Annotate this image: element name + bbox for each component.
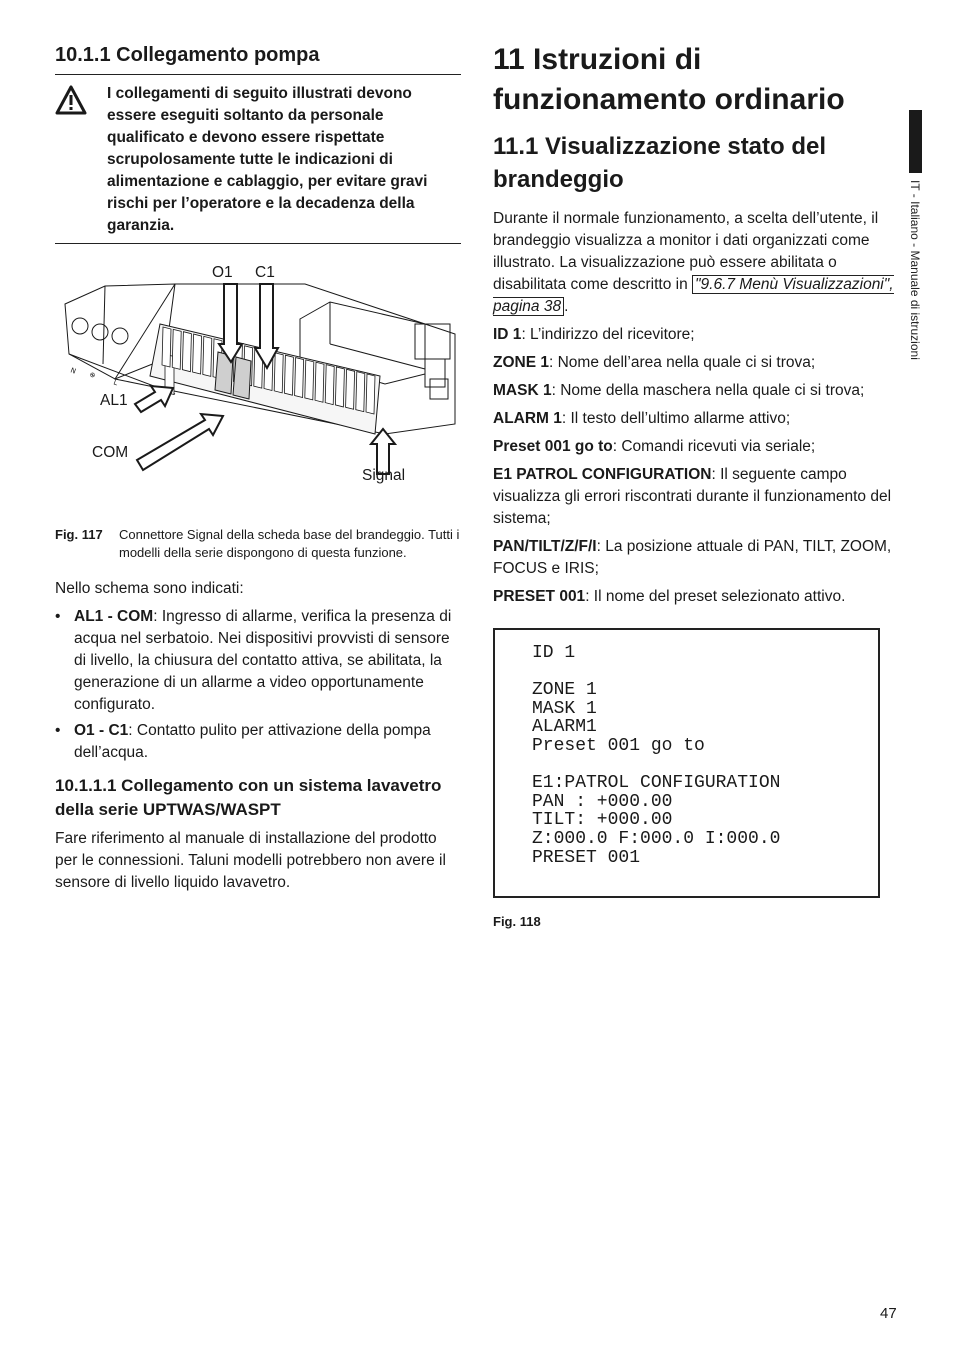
definition: : Il testo dell’ultimo allarme attivo; xyxy=(561,410,791,427)
chapter-title: 11 Istruzioni di funzionamento ordinario xyxy=(493,43,845,116)
connector-figure xyxy=(55,264,461,514)
definition-item xyxy=(493,352,898,374)
left-column xyxy=(55,42,461,894)
svg-text:⊕: ⊕ xyxy=(88,370,97,380)
terminal-pin xyxy=(366,374,375,414)
osd-line: ZONE 1 xyxy=(532,680,597,701)
sidebar-text: IT - Italiano - Manuale di istruzioni xyxy=(908,180,922,360)
terminal-pin xyxy=(335,367,344,407)
terminal-pin xyxy=(182,332,191,372)
term: PAN/TILT/Z/F/I xyxy=(493,538,597,555)
definition: : La posizione attuale di PAN, TILT, ZOOM, FOCUS e IRIS; xyxy=(493,538,892,577)
definition: : Comandi ricevuti via seriale; xyxy=(612,438,816,455)
definition: : Il nome del preset selezionato attivo. xyxy=(585,588,846,605)
bullet-list xyxy=(55,606,461,764)
section-title-status: 11.1 Visualizzazione stato del brandeggio xyxy=(493,133,827,193)
osd-line: TILT: +000.00 xyxy=(532,810,673,831)
osd-line: MASK 1 xyxy=(532,698,597,719)
terminal-pin xyxy=(325,365,334,405)
definition: : Nome dell’area nella quale ci si trova; xyxy=(548,354,816,371)
paragraph-intro xyxy=(493,208,898,318)
terminal-pin xyxy=(274,353,283,393)
term: ALARM 1 xyxy=(493,410,562,427)
label-signal: Signal xyxy=(362,467,406,484)
label-c1: C1 xyxy=(255,264,275,281)
definition-item xyxy=(493,464,898,530)
term: Preset 001 go to xyxy=(493,438,613,455)
list-item xyxy=(55,606,461,716)
cross-reference-link[interactable]: "9.6.7 Menù Visualizzazioni", pagina 38 xyxy=(493,276,894,315)
definition: : Contatto pulito per attivazione della pompa dell’acqua. xyxy=(74,722,431,761)
osd-line: E1:PATROL CONFIGURATION xyxy=(532,773,781,794)
term: ID 1 xyxy=(493,326,522,343)
figure-caption-text: Connettore Signal della scheda base del brandeggio. Tutti i modelli della serie dispongono di questa funzione. xyxy=(119,527,460,560)
label-o1: O1 xyxy=(212,264,233,281)
definition-item xyxy=(493,324,898,346)
definition-item xyxy=(493,586,898,608)
warning-triangle-icon xyxy=(55,83,107,237)
terminal-pin xyxy=(162,327,171,367)
label-com: COM xyxy=(92,444,129,461)
terminal-pin xyxy=(305,360,314,400)
definition-item xyxy=(493,436,898,458)
figure-number: Fig. 117 xyxy=(55,527,103,542)
sidebar-tab-marker xyxy=(909,110,922,173)
term: AL1 - COM xyxy=(74,608,154,625)
osd-line: Z:000.0 F:000.0 I:000.0 xyxy=(532,828,781,849)
terminal-pin xyxy=(315,362,324,402)
definition-item xyxy=(493,536,898,580)
subsection-title: 10.1.1.1 Collegamento con un sistema lavavetro della serie UPTWAS/WASPT xyxy=(55,776,442,819)
term: E1 PATROL CONFIGURATION xyxy=(493,466,712,483)
osd-line xyxy=(532,756,878,775)
definition: : Il seguente campo visualizza gli errori riscontrati durante il funzionamento del sistema; xyxy=(493,466,892,527)
osd-line: PRESET 001 xyxy=(532,847,641,868)
sidebar-language-label xyxy=(908,180,924,410)
terminal-pin xyxy=(284,355,293,395)
right-column xyxy=(493,40,898,929)
osd-line: ID 1 xyxy=(532,643,576,663)
figure-caption-117 xyxy=(55,526,461,562)
term: PRESET 001 xyxy=(493,588,586,605)
terminal-pin xyxy=(172,329,181,369)
term: O1 - C1 xyxy=(74,722,129,739)
intro-text: Durante il normale funzionamento, a scelta dell’utente, il brandeggio visualizza a monitor i dati organizzati come illustrato. La visualizzazione può essere abilitata o disabilitata come descritto in xyxy=(493,210,879,293)
osd-line: ALARM1 xyxy=(532,717,597,738)
page-number: 47 xyxy=(880,1305,897,1322)
terminal-pin xyxy=(203,336,212,376)
intro-end: . xyxy=(564,298,569,315)
definition: : Ingresso di allarme, verifica la presenza di acqua nel serbatoio. Nei dispositivi provvisti di sensore di livello, la chiusura del contatto attiva, se abilitata, la generazione di un allarme a video opportunamente configurato. xyxy=(74,608,452,713)
definition-item xyxy=(493,408,898,430)
term: ZONE 1 xyxy=(493,354,549,371)
osd-display-box xyxy=(493,628,880,898)
terminal-pin xyxy=(356,372,365,412)
paragraph-intro: Nello schema sono indicati: xyxy=(55,580,244,597)
definition-item xyxy=(493,380,898,402)
definition: : L’indirizzo del ricevitore; xyxy=(521,326,695,343)
term: MASK 1 xyxy=(493,382,552,399)
label-al1: AL1 xyxy=(100,392,128,409)
svg-text:N: N xyxy=(69,366,77,376)
terminal-pin xyxy=(346,369,355,409)
terminal-pin xyxy=(295,358,304,398)
figure-caption-118: Fig. 118 xyxy=(493,914,541,929)
osd-line xyxy=(532,663,878,682)
subsection-text: Fare riferimento al manuale di installazione del prodotto per le connessioni. Taluni modelli potrebbero non avere il sensore di livello liquido lavavetro. xyxy=(55,830,446,891)
osd-line: PAN : +000.00 xyxy=(532,791,673,812)
svg-text:L: L xyxy=(112,378,119,388)
section-title-pump: 10.1.1 Collegamento pompa xyxy=(55,42,461,75)
definition: : Nome della maschera nella quale ci si trova; xyxy=(551,382,865,399)
osd-line: Preset 001 go to xyxy=(532,735,705,756)
terminal-pin xyxy=(193,334,202,374)
warning-text: I collegamenti di seguito illustrati devono essere eseguiti soltanto da personale qualificato e devono essere rispettate scrupolosamente tutte le indicazioni di alimentazione e cablaggio, per evitare gravi rischi per l’operatore e la decadenza della garanzia. xyxy=(107,85,428,234)
list-item xyxy=(55,720,461,764)
warning-box xyxy=(55,75,461,244)
